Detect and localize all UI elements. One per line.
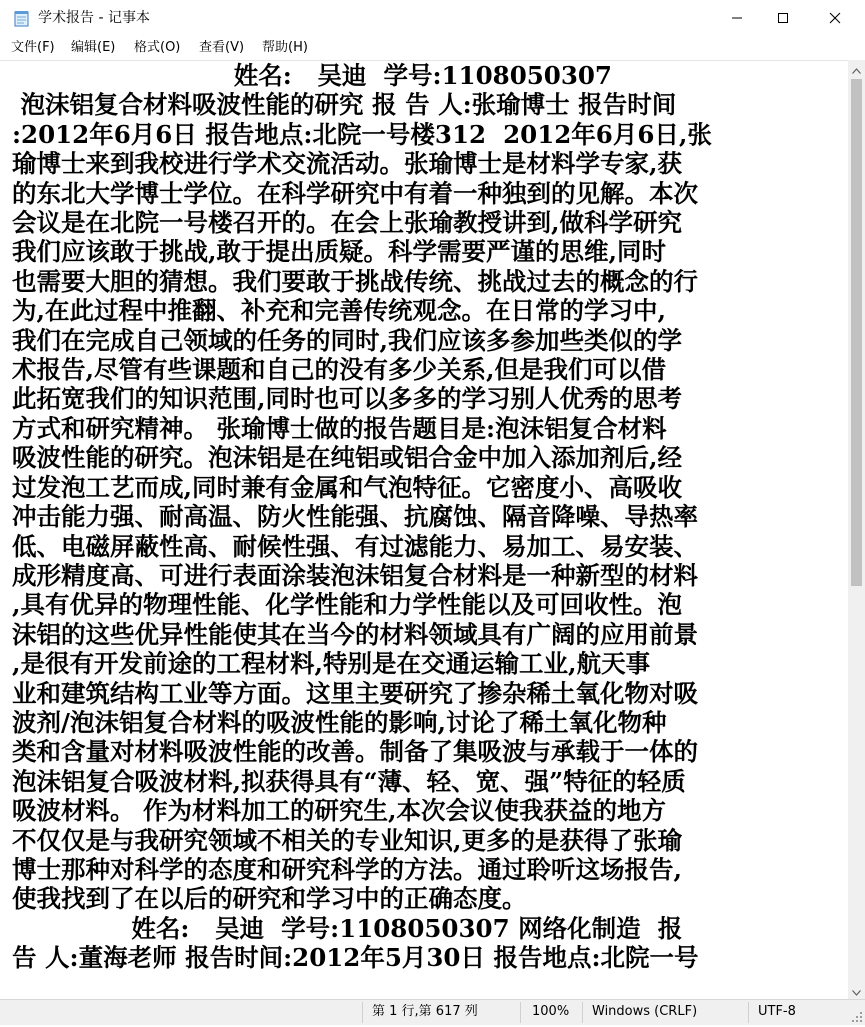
window-title: 学术报告 - 记事本 (38, 10, 150, 26)
menu-file[interactable]: 文件(F) (11, 40, 55, 55)
maximize-icon (777, 9, 789, 28)
chevron-down-icon (852, 981, 861, 1000)
chevron-up-icon (852, 59, 861, 78)
status-divider (582, 1002, 583, 1023)
status-divider (520, 1002, 521, 1023)
minimize-icon (731, 9, 743, 28)
menu-help[interactable]: 帮助(H) (262, 40, 308, 55)
scroll-up-button[interactable] (848, 60, 865, 77)
scroll-thumb[interactable] (851, 79, 862, 586)
status-bar (0, 999, 865, 1025)
document-text[interactable]: 姓名: 吴迪 学号:1108050307 泡沫铝复合材料吸波性能的研究 报 告 人:张瑜博士 报告时间 :2012年6月6日 报告地点:北院一号楼312 2012年6月6日,张 瑜博士来到我校进行学术交流活动。张瑜博士是材料学专家,获 的东北大学博士学位。在科学研究中有着一种独到的见解。本次 会议是在北院一号楼召开的。在会上张瑜教授讲到,做科学研究 我们应该敢于挑战,敢于提出质疑。科学需要严谨的思维,同时 也需要大胆的猜想。我们要敢于挑战传统、挑战过去的概念的行 为,在此过程中推翻、补充和完善传统观念。在日常的学习中, 我们在完成自己领域的任务的同时,我们应该多参加些类似的学 术报告,尽管有些课题和自己的没有多少关系,但是我们可以借 此拓宽我们的知识范围,同时也可以多多的学习别人优秀的思考 方式和研究精神。 张瑜博士做的报告题目是:泡沫铝复合材料 吸波性能的研究。泡沫铝是在纯铝或铝合金中加入添加剂后,经 过发泡工艺而成,同时兼有金属和气泡特征。它密度小、高吸收 冲击能力强、耐高温、防火性能强、抗腐蚀、隔音降噪、导热率 低、电磁屏蔽性高、耐候性强、有过滤能力、易加工、易安装、 成形精度高、可进行表面涂装泡沫铝复合材料是一种新型的材料 ,具有优异的物理性能、化学性能和力学性能以及可回收性。泡 沫铝的这些优异性能使其在当今的材料领域具有广阔的应用前景 ,是很有开发前途的工程材料,特别是在交通运输工业,航天事 业和建筑结构工业等方面。这里主要研究了掺杂稀土氧化物对吸 波剂/泡沫铝复合材料的吸波性能的影响,讨论了稀土氧化物种 类和含量对材料吸波性能的改善。制备了集吸波与承载于一体的 泡沫铝复合吸波材料,拟获得具有“薄、轻、宽、强”特征的轻质 吸波材料。 作为材料加工的研究生,本次会议使我获益的地方 不仅仅是与我研究领域不相关的专业知识,更多的是获得了张瑜 博士那种对科学的态度和研究科学的方法。通过聆听这场报告, 使我找到了在以后的研究和学习中的正确态度。 姓名: 吴迪 学号:1108050307 网络化制造 报 告 人:董海老师 报告时间:2012年5月30日 报告地点:北院一号 (12, 61, 712, 973)
maximize-button[interactable] (760, 0, 806, 36)
zoom-level: 100% (532, 1004, 570, 1019)
minimize-button[interactable] (714, 0, 760, 36)
close-button[interactable] (812, 0, 858, 36)
menu-view[interactable]: 查看(V) (199, 40, 245, 55)
menu-bar (0, 36, 865, 60)
scroll-down-button[interactable] (848, 982, 865, 999)
title-bar (0, 0, 865, 36)
cursor-position: 第 1 行,第 617 列 (372, 1004, 478, 1019)
status-divider (748, 1002, 749, 1023)
menu-edit[interactable]: 编辑(E) (71, 40, 116, 55)
line-ending: Windows (CRLF) (592, 1004, 698, 1019)
text-editor[interactable] (0, 60, 848, 999)
notepad-icon (14, 10, 29, 27)
encoding: UTF-8 (758, 1004, 796, 1019)
menu-format[interactable]: 格式(O) (134, 40, 181, 55)
close-icon (829, 9, 841, 28)
vertical-scrollbar[interactable] (848, 60, 865, 999)
status-divider (362, 1002, 363, 1023)
resize-grip-icon[interactable] (851, 1011, 863, 1023)
